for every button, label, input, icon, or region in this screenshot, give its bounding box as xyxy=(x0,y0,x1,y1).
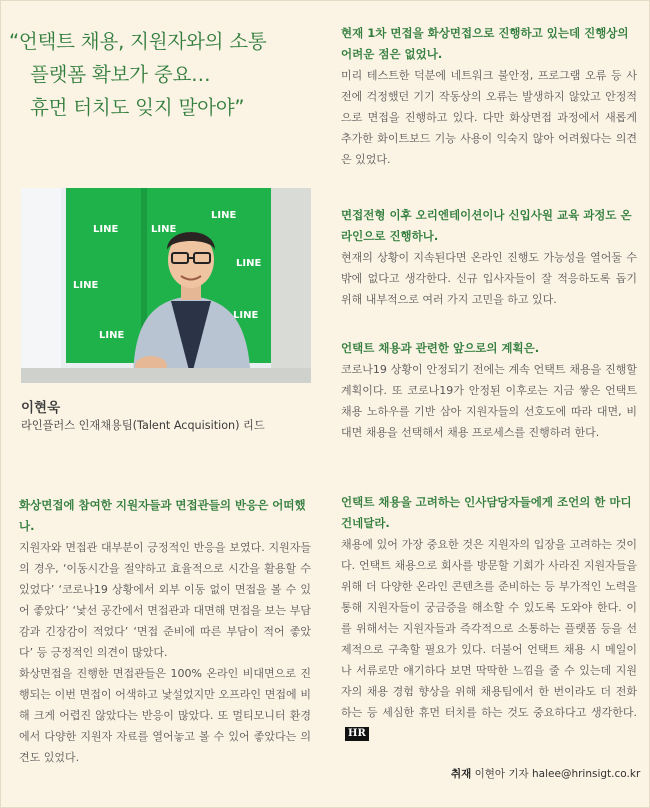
byline xyxy=(451,766,640,781)
answer-paragraph: 화상면접을 진행한 면접관들은 100% 온라인 비대면으로 진행되는 이번 면접이 어색하고 낯설었지만 오프라인 면접에 비해 크게 어렵진 않았다는 반응이 많았다. 또 멀티모니터 환경에서 다양한 지원자 자료를 열어놓고 볼 수 있어 좋았다는 의견도 있었다. xyxy=(19,667,311,764)
question: 면접전형 이후 오리엔테이션이나 신입사원 교육 과정도 온라인으로 진행하나. xyxy=(341,208,632,243)
answer-paragraph: 현재의 상황이 지속된다면 온라인 진행도 가능성을 열어둘 수밖에 없다고 생각한다. 신규 입사자들이 잘 적응하도록 돕기 위해 내부적으로 여러 가지 고민을 하고 있다. xyxy=(341,251,637,306)
right-qa-2 xyxy=(341,205,637,310)
question: 언택트 채용과 관련한 앞으로의 계획은. xyxy=(341,341,540,355)
headline-line-3: 휴먼 터치도 잊지 말아야” xyxy=(30,96,245,119)
left-qa-1 xyxy=(19,495,311,768)
interviewee-title: 라인플러스 인재채용팀(Talent Acquisition) 리드 xyxy=(21,419,265,432)
right-qa-4 xyxy=(341,492,637,744)
answer-paragraph: 코로나19 상황이 안정되기 전에는 계속 언택트 채용을 진행할 계획이다. 또 코로나19가 안정된 이후로는 지금 쌓은 언택트 채용 노하우를 기반 삼아 지원자들의 선호도에 따라 대면, 비대면 채용을 선택해서 채용 프로세스를 진행하려 한다. xyxy=(341,363,637,439)
wall-logo-7: LINE xyxy=(151,224,177,235)
portrait-photo xyxy=(21,188,311,383)
headline-line-1: “언택트 채용, 지원자와의 소통 xyxy=(9,30,267,53)
portrait-photo-illustration xyxy=(21,188,311,383)
wall-logo-6: LINE xyxy=(233,310,259,321)
byline-label: 취재 xyxy=(451,768,472,780)
answer-paragraph xyxy=(341,534,637,744)
wall-logo-5: LINE xyxy=(236,258,262,269)
wall-logo-4: LINE xyxy=(99,330,125,341)
hr-end-mark: HR xyxy=(345,727,369,741)
answer-paragraph: 미리 테스트한 덕분에 네트워크 불안정, 프로그램 오류 등 사전에 걱정했던 기기 작동상의 오류는 발생하지 않았고 안정적으로 면접을 진행하고 있다. 다만 화상면접 과정에서 새롭게 추가한 화이트보드 기능 사용이 익숙지 않아 어려웠다는 의견은 있었다. xyxy=(341,69,637,166)
interviewee-name: 이현욱 xyxy=(21,400,61,416)
answer-text: 채용에 있어 가장 중요한 것은 지원자의 입장을 고려하는 것이다. 언택트 채용으로 회사를 방문할 기회가 사라진 지원자들을 위해 더 다양한 온라인 콘텐츠를 준비하는 등 부가적인 노력을 통해 지원자들이 궁금증을 해소할 수 있도록 도와야 한다. 이를 위해서는 지원자들과 즉각적으로 소통하는 플랫폼 등을 선제적으로 구축할 필요가 있다. 더불어 언택트 채용 시 메일이나 서류로만 얘기하다 보면 딱딱한 느낌을 줄 수 있는데 지원자의 채용 경험 향상을 위해 채용팀에서 한 번이라도 더 전화하는 등 세심한 휴먼 터치를 하는 것도 중요하다고 생각한다. xyxy=(341,538,637,719)
headline-line-2: 플랫폼 확보가 중요… xyxy=(30,63,211,86)
wall-logo-3: LINE xyxy=(73,280,99,291)
byline-text: 이현아 기자 halee@hrinsigt.co.kr xyxy=(474,768,641,780)
wall-logo-1: LINE xyxy=(93,224,119,235)
answer-paragraph: 지원자와 면접관 대부분이 긍정적인 반응을 보였다. 지원자들의 경우, ‘이동시간을 절약하고 효율적으로 시간을 활용할 수 있었다’ ‘코로나19 상황에서 외부 이동 없이 면접을 볼 수 있어 좋았다’ ‘낯선 공간에서 면접관과 대면해 면접을 보는 부담감과 긴장감이 적었다’ ‘면접 준비에 따른 부담이 적어 좋았다’ 등 긍정적인 의견이 많았다. xyxy=(19,541,311,659)
wall-logo-2: LINE xyxy=(211,210,237,221)
question: 언택트 채용을 고려하는 인사담당자들에게 조언의 한 마디 건네달라. xyxy=(341,495,632,530)
headline-quote xyxy=(9,25,314,124)
question: 현재 1차 면접을 화상면접으로 진행하고 있는데 진행상의 어려운 점은 없었나. xyxy=(341,26,629,61)
right-qa-3 xyxy=(341,338,637,443)
question: 화상면접에 참여한 지원자들과 면접관들의 반응은 어떠했나. xyxy=(19,498,306,533)
right-qa-1 xyxy=(341,23,637,170)
